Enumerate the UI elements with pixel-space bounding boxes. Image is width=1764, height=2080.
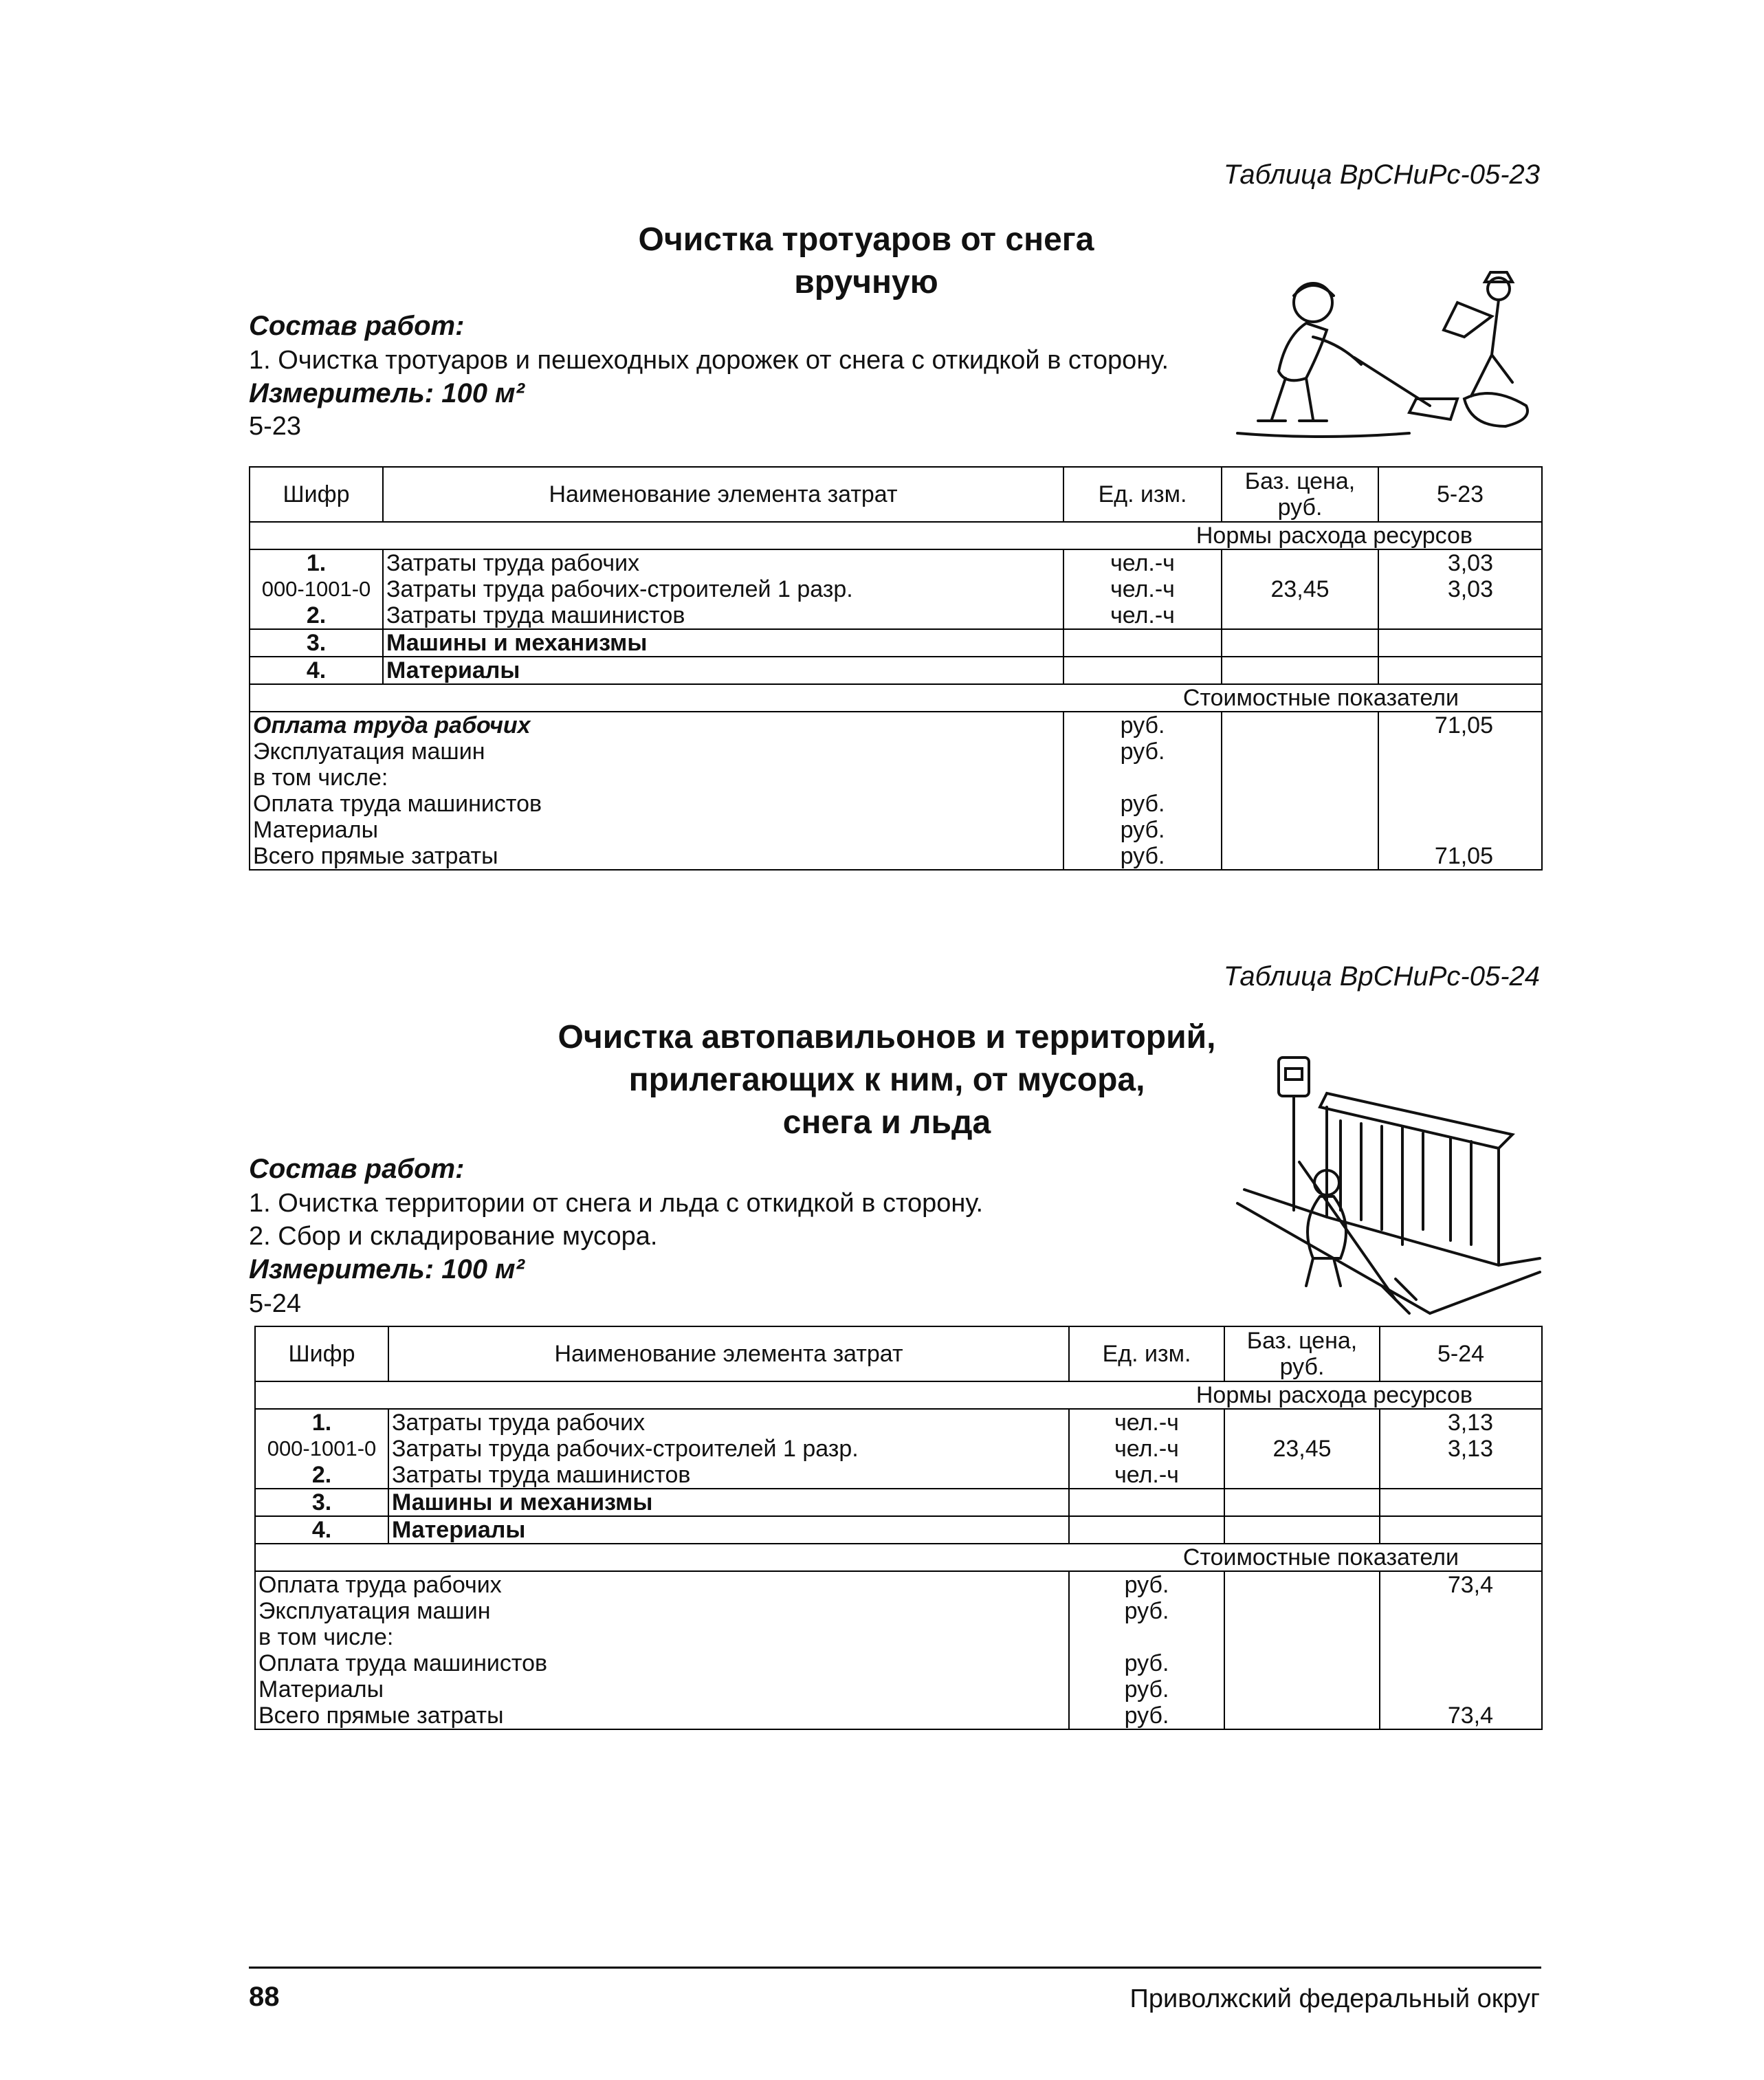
header-unit: Ед. изм.	[1069, 1326, 1224, 1381]
table-row: 4. Материалы	[250, 657, 1542, 684]
cost-row: Эксплуатация машин руб.	[250, 738, 1542, 765]
header-price: Баз. цена, руб.	[1224, 1326, 1380, 1381]
section-title: Очистка тротуаров от снега вручную	[638, 221, 1094, 300]
table-row: 3. Машины и механизмы	[255, 1489, 1542, 1516]
table-label: Таблица ВрСНиРс-05-24	[1223, 961, 1540, 992]
section-row	[250, 684, 1542, 712]
table-row: 4. Материалы	[255, 1516, 1542, 1544]
composition-item: 1. Очистка тротуаров и пешеходных дорожек от снега с откидкой в сторону.	[249, 346, 1169, 375]
header-rate: 5-24	[1380, 1326, 1542, 1381]
measure: Измеритель: 100 м²	[249, 378, 525, 408]
header-unit: Ед. изм.	[1063, 467, 1222, 522]
rate-code: 5-23	[249, 412, 302, 441]
cost-heading: Стоимостные показатели	[255, 1544, 1542, 1571]
page-number: 88	[249, 1982, 280, 2012]
cost-row: Оплата труда рабочих руб. 71,05	[250, 712, 1542, 738]
header-name: Наименование элемента затрат	[383, 467, 1063, 522]
cost-row: в том числе:	[255, 1624, 1542, 1650]
table-row: 000-1001-0 Затраты труда рабочих-строителей 1 разр. чел.-ч 23,45 3,13	[255, 1436, 1542, 1462]
composition-item: 1. Очистка территории от снега и льда с откидкой в сторону.	[249, 1189, 984, 1218]
header-price: Баз. цена, руб.	[1222, 467, 1378, 522]
snow-shoveling-illustration	[1231, 261, 1540, 447]
cost-heading: Стоимостные показатели	[250, 684, 1542, 712]
section-row	[255, 1544, 1542, 1571]
header-rate: 5-23	[1378, 467, 1542, 522]
cost-row-total: Всего прямые затраты руб. 73,4	[255, 1703, 1542, 1729]
footer-text: Приволжский федеральный округ	[1129, 1984, 1540, 2013]
rate-code: 5-24	[249, 1289, 302, 1318]
cost-row: Эксплуатация машин руб.	[255, 1598, 1542, 1624]
cost-row: Оплата труда машинистов руб.	[255, 1650, 1542, 1676]
section-title: Очистка автопавильонов и территорий, прилегающих к ним, от мусора, снега и льда	[558, 1019, 1216, 1141]
section-row	[250, 522, 1542, 549]
cost-row: Материалы руб.	[255, 1676, 1542, 1703]
table-row: 3. Машины и механизмы	[250, 629, 1542, 657]
composition-heading: Состав работ:	[249, 1154, 465, 1184]
bus-shelter-illustration	[1224, 1052, 1547, 1320]
table-label: Таблица ВрСНиРс-05-23	[1223, 160, 1540, 190]
table-header-row	[255, 1326, 1542, 1381]
cost-row: Материалы руб.	[250, 817, 1542, 843]
header-code: Шифр	[255, 1326, 388, 1381]
table-row: 000-1001-0 Затраты труда рабочих-строителей 1 разр. чел.-ч 23,45 3,03	[250, 576, 1542, 602]
resource-table	[249, 466, 1543, 871]
header-name: Наименование элемента затрат	[388, 1326, 1069, 1381]
measure: Измеритель: 100 м²	[249, 1254, 525, 1284]
cost-row: Оплата труда машинистов руб.	[250, 791, 1542, 817]
norms-heading: Нормы расхода ресурсов	[250, 522, 1542, 549]
cost-row: Оплата труда рабочих руб. 73,4	[255, 1571, 1542, 1598]
composition-heading: Состав работ:	[249, 311, 465, 341]
composition-item: 2. Сбор и складирование мусора.	[249, 1222, 658, 1251]
header-code: Шифр	[250, 467, 383, 522]
table-row: 1. Затраты труда рабочих чел.-ч 3,13	[255, 1409, 1542, 1436]
cost-row-total: Всего прямые затраты руб. 71,05	[250, 843, 1542, 870]
table-row: 1. Затраты труда рабочих чел.-ч 3,03	[250, 549, 1542, 576]
table-row: 2. Затраты труда машинистов чел.-ч	[255, 1462, 1542, 1489]
cost-row: в том числе:	[250, 765, 1542, 791]
section-row	[255, 1381, 1542, 1409]
norms-heading: Нормы расхода ресурсов	[255, 1381, 1542, 1409]
resource-table	[254, 1326, 1543, 1730]
footer-divider	[249, 1967, 1541, 1969]
table-row: 2. Затраты труда машинистов чел.-ч	[250, 602, 1542, 629]
table-header-row	[250, 467, 1542, 522]
